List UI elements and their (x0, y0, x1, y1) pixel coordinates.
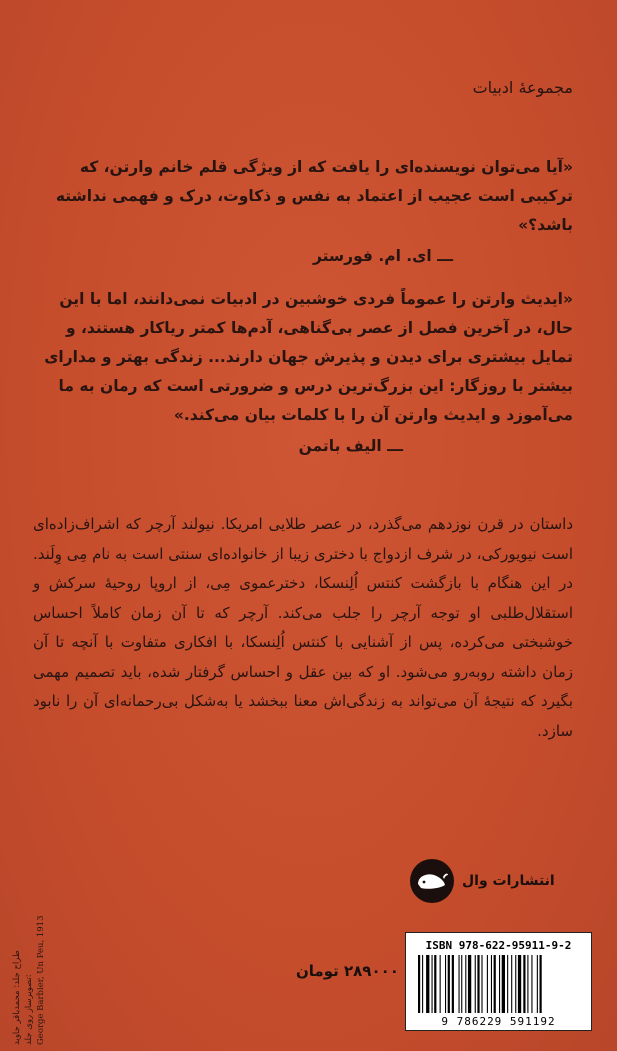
credit-artwork: George Barbier, Un Peu, 1913 (36, 915, 46, 1045)
price: ۲۸۹۰۰۰ تومان (296, 962, 399, 980)
credit-illustrator: تصویرساز روی جلد: (24, 974, 34, 1045)
whale-logo-icon (410, 859, 454, 903)
publisher-name: انتشارات وال (462, 873, 555, 889)
barcode-bars (416, 955, 581, 1013)
isbn-label: ISBN 978-622-95911-9-2 (425, 939, 572, 952)
synopsis: داستان در قرن نوزدهم می‌گذرد، در عصر طلایی امریکا. نیولند آرچر که اشراف‌زاده‌ای است نیویورکی، در شرف ازدواج با دختری زیبا از خانواده‌ای سنتی است به نام مِی وِلَند. در این هنگام با بازگشت کنتس اُلِنسکا، دخترعموی مِی، از اروپا روحیهٔ سرکش و استقلال‌طلبی او توجه آرچر را جلب می‌کند. آرچر که تا آن زمان کاملاً احساس خوشبختی می‌کرده، پس از آشنایی با کنتس اُلِنسکا، با افکاری متفاوت با آنچه تا آن زمان داشته روبه‌رو می‌شود. او که بین عقل و احساس گرفتار شده، باید تصمیم مهمی بگیرد که نتیجهٔ آن می‌تواند به زندگی‌اش معنا ببخشد یا به‌شکل بی‌رحمانه‌ای آن را نابود سازد. (33, 515, 573, 740)
quote-text: «ایدیث وارتن را عموماً فردی خوشبین در ادبیات نمی‌دانند، اما با این حال، در آخرین فصل از عصر بی‌گناهی، آدم‌ها کمتر ریاکار هستند، و تمایل بیشتری برای دیدن و پذیرش جهان دارند... زندگی بهتر و مدارای بیشتر با روزگار: این بزرگ‌ترین درس و ضرورتی است که رمان به ما می‌آموزد و ایدیث وارتن آن را با کلمات بیان می‌کند.» (44, 290, 573, 424)
credit-designer: طراح جلد: محمدباقر جاوید (12, 950, 22, 1045)
quote-batuman (33, 285, 573, 461)
publisher-block (410, 856, 590, 906)
quote-text: «آیا می‌توان نویسنده‌ای را یافت که از ویژگی قلم خانم وارتن، که ترکیبی است عجیب از اعتماد به نفس و ذکاوت، درک و فهمی نداشته باشد؟» (55, 158, 573, 234)
quote-author: ـــ الیف باتمن (298, 437, 403, 455)
isbn-barcode (405, 932, 592, 1031)
quote-forster (33, 153, 573, 271)
barcode-number: 9 786229 591192 (441, 1015, 556, 1028)
cover-credits (6, 890, 52, 1050)
series-title: مجموعهٔ ادبیات (472, 78, 573, 97)
quote-author: ـــ ای. ام. فورستر (312, 247, 453, 265)
